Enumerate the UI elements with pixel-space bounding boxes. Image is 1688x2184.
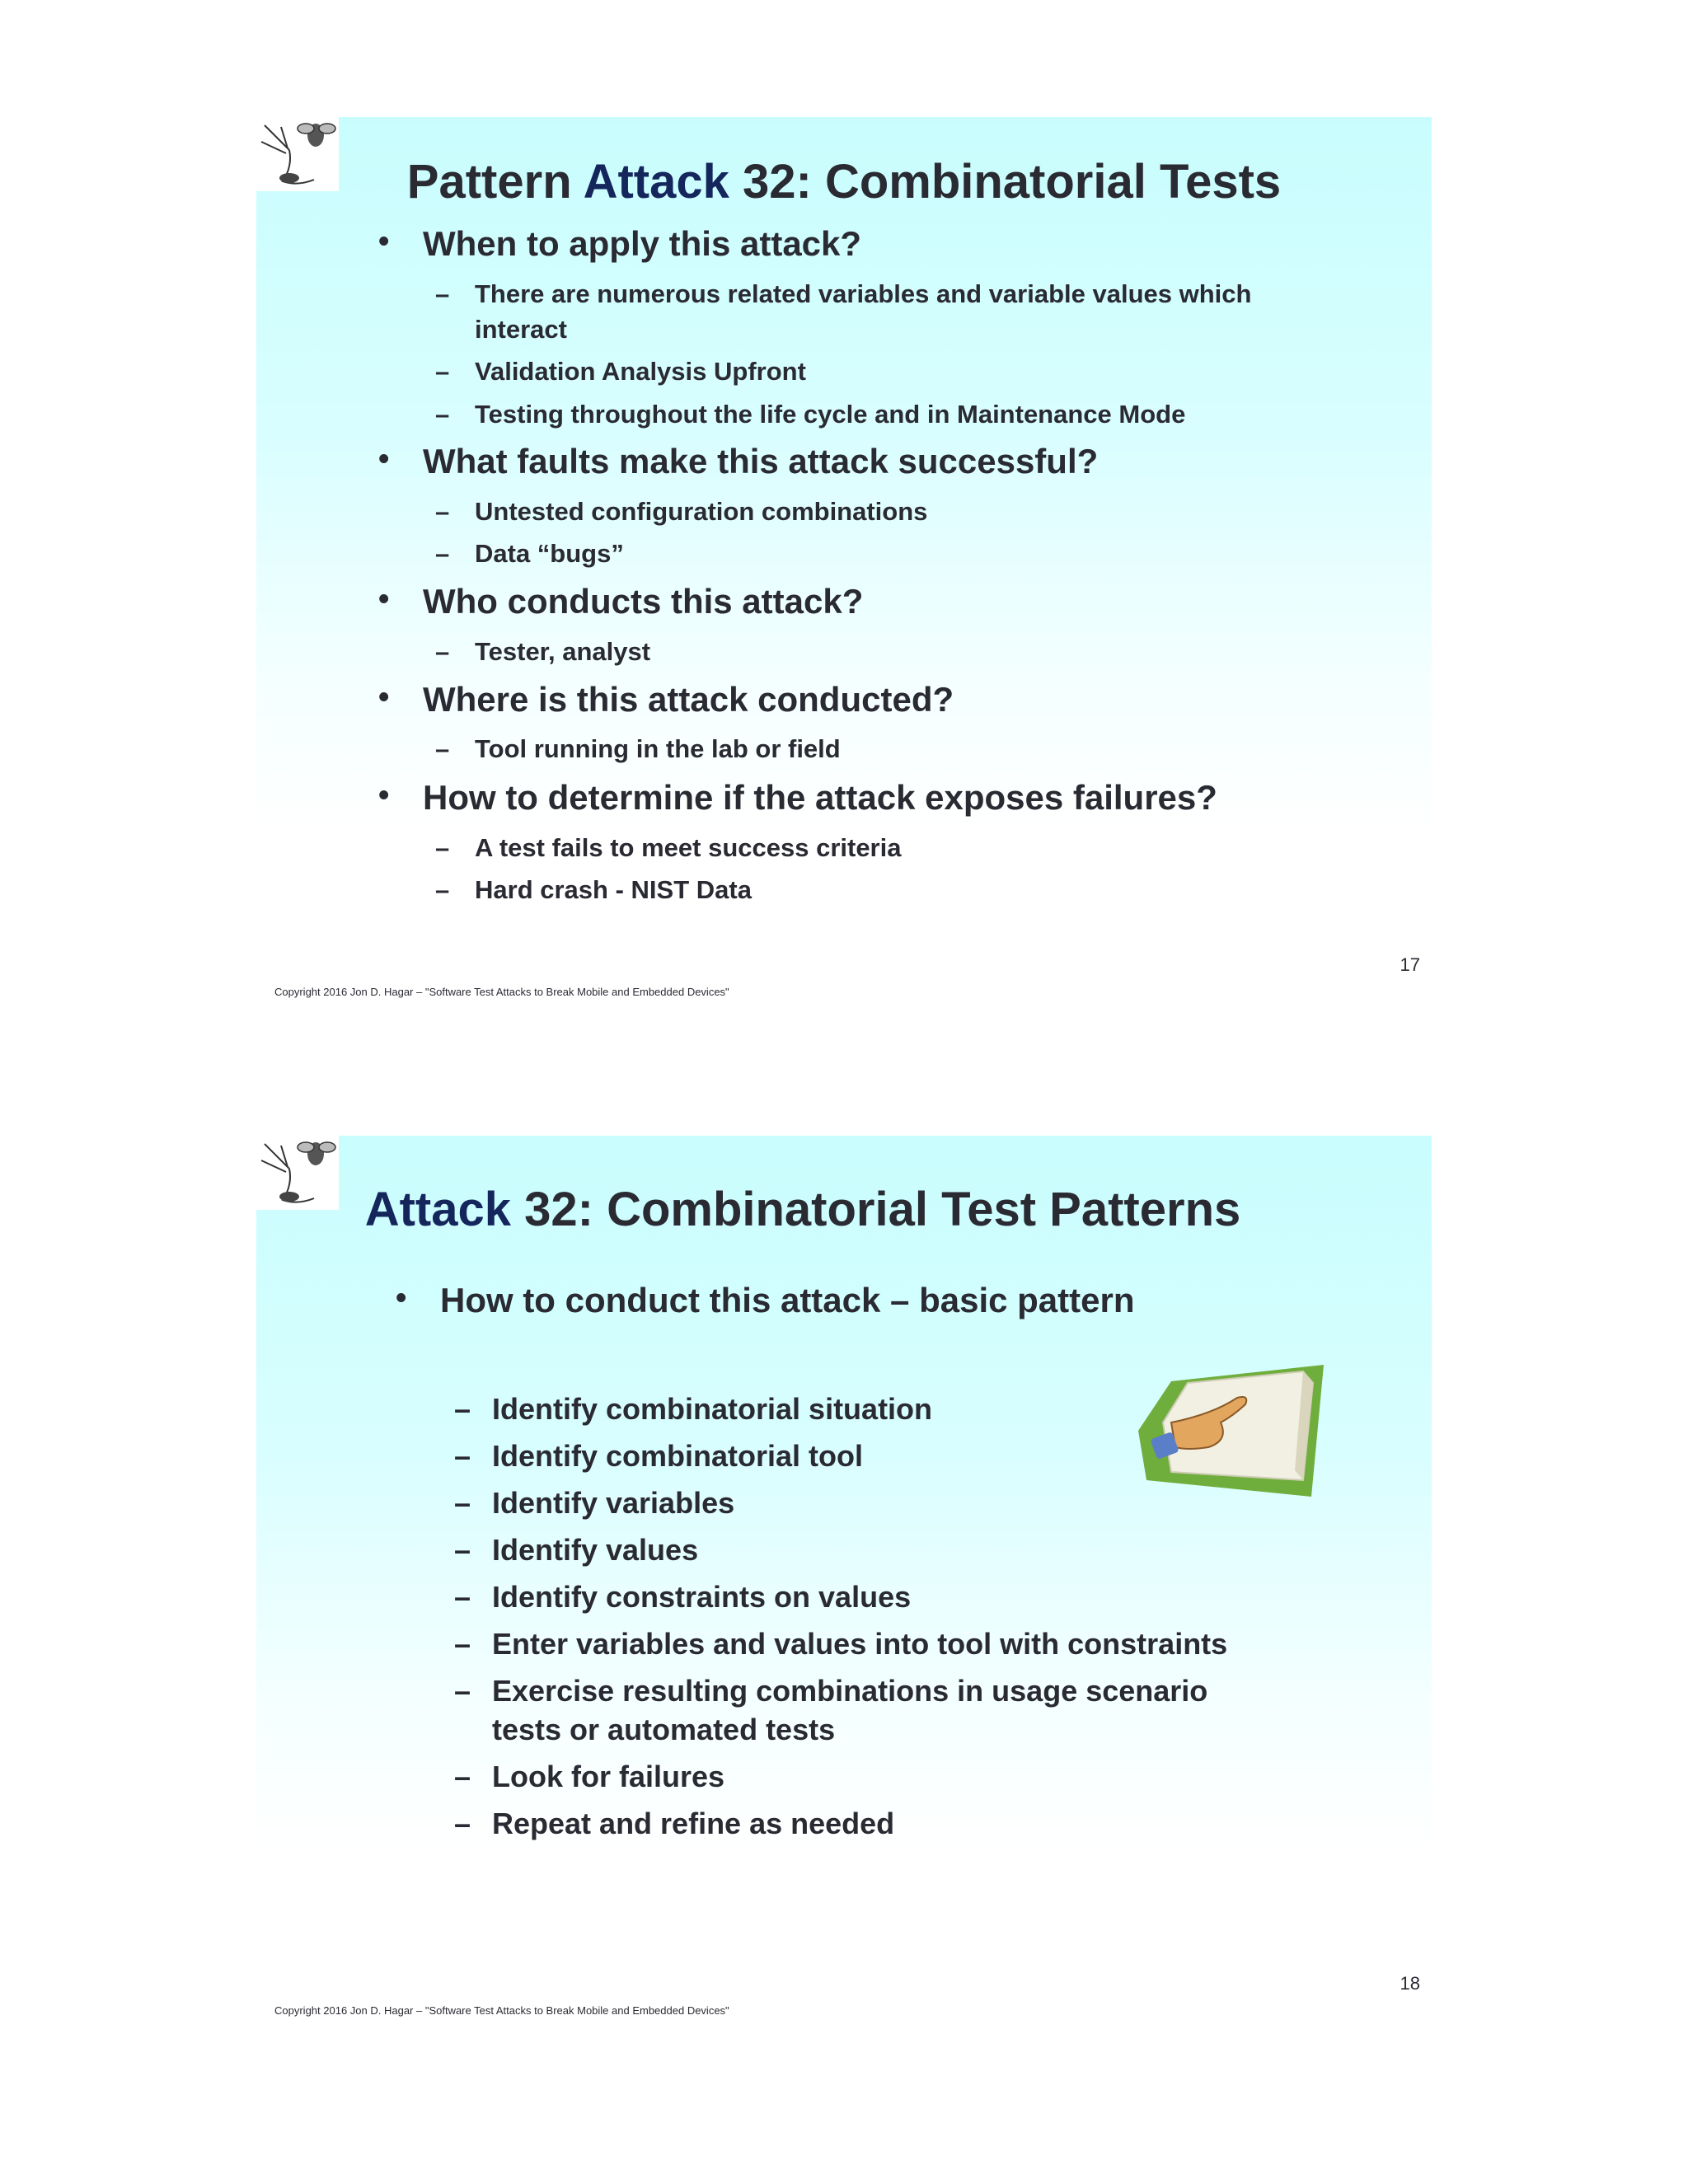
bullet-when — [378, 224, 862, 264]
step-text: Identify combinatorial situation — [492, 1392, 933, 1426]
sub-item — [435, 396, 1186, 432]
sub-item — [435, 494, 928, 529]
dash-glyph: – — [435, 539, 450, 568]
sub-item — [435, 634, 651, 669]
bullet-how — [378, 778, 1217, 818]
sub-text: Tool running in the lab or field — [475, 734, 841, 763]
dash-glyph: – — [435, 734, 450, 763]
step-item — [454, 1530, 699, 1570]
dash-glyph: – — [454, 1580, 471, 1614]
step-item — [454, 1483, 735, 1523]
step-text: Identify constraints on values — [492, 1580, 912, 1614]
dash-glyph: – — [454, 1439, 471, 1473]
bullet-text: How to determine if the attack exposes failures? — [423, 778, 1217, 817]
sub-item — [435, 830, 902, 865]
sub-text: Hard crash - NIST Data — [475, 875, 752, 904]
sub-item — [435, 276, 1252, 312]
step-item — [454, 1390, 933, 1429]
dash-glyph: – — [454, 1392, 471, 1426]
sub-text: interact — [475, 315, 567, 344]
dash-glyph: – — [435, 497, 450, 526]
bullet-glyph: • — [378, 680, 390, 715]
step-text: Identify combinatorial tool — [492, 1439, 864, 1473]
dash-glyph: – — [435, 357, 450, 386]
step-text: Identify values — [492, 1533, 699, 1567]
step-text: Exercise resulting combinations in usage scenario — [492, 1674, 1208, 1708]
dash-glyph: – — [454, 1486, 471, 1520]
title-suffix: 32: Combinatorial Test Patterns — [511, 1183, 1241, 1236]
step-item — [454, 1436, 864, 1476]
copyright-footer: Copyright 2016 Jon D. Hagar – "Software Test Attacks to Break Mobile and Embedded Devices" — [274, 2004, 729, 2017]
bullet-glyph: • — [378, 582, 390, 616]
step-text: Enter variables and values into tool with constraints — [492, 1627, 1228, 1661]
dash-glyph: – — [435, 833, 450, 862]
slide-title — [174, 1182, 1432, 1237]
title-accent: Attack — [364, 1183, 512, 1236]
dash-glyph: – — [454, 1760, 471, 1793]
dash-glyph: – — [454, 1627, 471, 1661]
bullet-text: Who conducts this attack? — [423, 582, 864, 621]
sub-text: Tester, analyst — [475, 637, 651, 666]
step-item — [454, 1804, 895, 1844]
step-text: Repeat and refine as needed — [492, 1807, 895, 1840]
sub-item — [435, 872, 752, 907]
step-item — [454, 1757, 725, 1797]
sub-text: Data “bugs” — [475, 539, 624, 568]
title-prefix: Pattern — [406, 155, 584, 209]
bullet-glyph: • — [378, 442, 390, 476]
dash-glyph: – — [454, 1807, 471, 1840]
bullet-how-to-conduct — [396, 1281, 1135, 1320]
sub-item-continuation — [475, 312, 567, 347]
step-item — [454, 1624, 1228, 1664]
copyright-footer: Copyright 2016 Jon D. Hagar – "Software Test Attacks to Break Mobile and Embedded Devices" — [274, 986, 729, 998]
step-item — [454, 1577, 912, 1617]
title-accent: Attack — [583, 155, 729, 209]
step-item-continuation — [492, 1710, 835, 1750]
bullet-where — [378, 680, 954, 719]
bullet-text: When to apply this attack? — [423, 224, 862, 263]
slide-title — [256, 154, 1432, 209]
slide-18 — [256, 1136, 1432, 2052]
dash-glyph: – — [435, 279, 450, 308]
bullet-glyph: • — [396, 1281, 407, 1315]
page-number: 18 — [1400, 1973, 1420, 1994]
book-hand-icon — [1138, 1365, 1328, 1509]
bullet-text: Where is this attack conducted? — [423, 680, 954, 719]
sub-item — [435, 731, 841, 766]
title-suffix: 32: Combinatorial Tests — [729, 155, 1282, 209]
bullet-text: What faults make this attack successful? — [423, 442, 1099, 480]
bullet-what — [378, 442, 1099, 481]
step-item — [454, 1671, 1208, 1711]
sub-text: Testing throughout the life cycle and in Maintenance Mode — [475, 400, 1186, 429]
dash-glyph: – — [435, 637, 450, 666]
sub-text: Untested configuration combinations — [475, 497, 928, 526]
slide-17 — [256, 117, 1432, 1033]
sub-text: Validation Analysis Upfront — [475, 357, 806, 386]
dash-glyph: – — [435, 875, 450, 904]
bullet-glyph: • — [378, 224, 390, 259]
step-text: Look for failures — [492, 1760, 725, 1793]
sub-item — [435, 536, 624, 571]
step-text: Identify variables — [492, 1486, 735, 1520]
step-text: tests or automated tests — [492, 1713, 836, 1746]
dash-glyph: – — [435, 400, 450, 429]
sub-item — [435, 354, 806, 389]
bullet-who — [378, 582, 864, 621]
dash-glyph: – — [454, 1533, 471, 1567]
sub-text: A test fails to meet success criteria — [475, 833, 902, 862]
bullet-text: How to conduct this attack – basic pattern — [440, 1281, 1135, 1319]
page-number: 17 — [1400, 954, 1420, 975]
bullet-glyph: • — [378, 778, 390, 813]
dash-glyph: – — [454, 1674, 471, 1708]
sub-text: There are numerous related variables and variable values which — [475, 279, 1252, 308]
